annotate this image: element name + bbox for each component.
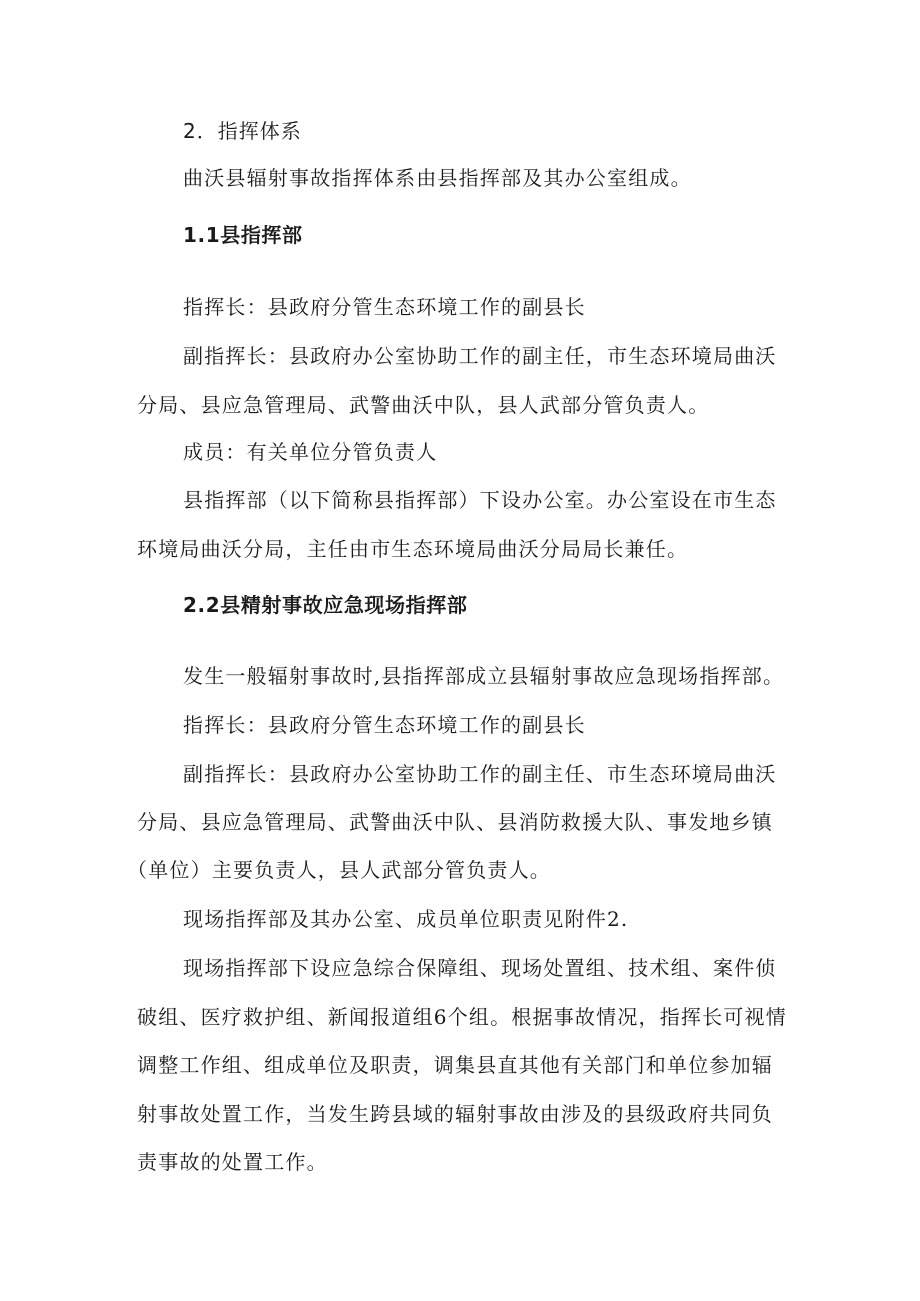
field-deputy-line-3: （单位）主要负责人，县人武部分管负责人。 bbox=[127, 858, 551, 882]
field-commander-line: 指挥长：县政府分管生态环境工作的副县长 bbox=[183, 713, 586, 737]
subsection-heading-2-2: 2.2县精射事故应急现场指挥部 bbox=[183, 593, 468, 617]
deputy-commander-line-1: 副指挥长：县政府办公室协助工作的副主任，市生态环境局曲沃 bbox=[183, 344, 777, 368]
field-deputy-line-2: 分局、县应急管理局、武警曲沃中队、县消防救援大队、事发地乡镇 bbox=[137, 810, 773, 834]
occurrence-line: 发生一般辐射事故时,县指挥部成立县辐射事故应急现场指挥部。 bbox=[183, 664, 785, 688]
duties-line: 现场指挥部及其办公室、成员单位职责见附件2. bbox=[183, 907, 629, 931]
office-line-2: 环境局曲沃分局，主任由市生态环境局曲沃分局局长兼任。 bbox=[137, 537, 689, 561]
groups-line-2: 破组、医疗救护组、新闻报道组6个组。根据事故情况，指挥长可视情 bbox=[137, 1005, 787, 1029]
subsection-heading-1-1: 1.1县指挥部 bbox=[183, 223, 303, 247]
intro-paragraph: 曲沃县辐射事故指挥体系由县指挥部及其办公室组成。 bbox=[183, 166, 692, 190]
groups-line-3: 调整工作组、组成单位及职责，调集县直其他有关部门和单位参加辐 bbox=[137, 1053, 773, 1077]
groups-line-5: 责事故的处置工作。 bbox=[137, 1150, 328, 1174]
groups-line-4: 射事故处置工作，当发生跨县域的辐射事故由涉及的县级政府共同负 bbox=[137, 1102, 773, 1126]
office-line-1: 县指挥部（以下简称县指挥部）下设办公室。办公室设在市生态 bbox=[183, 488, 777, 512]
commander-line: 指挥长：县政府分管生态环境工作的副县长 bbox=[183, 295, 586, 319]
groups-line-1: 现场指挥部下设应急综合保障组、现场处置组、技术组、案件侦 bbox=[183, 956, 777, 980]
deputy-commander-line-2: 分局、县应急管理局、武警曲沃中队，县人武部分管负责人。 bbox=[137, 393, 710, 417]
section-title: 2．指挥体系 bbox=[183, 119, 302, 143]
field-deputy-line-1: 副指挥长：县政府办公室协助工作的副主任、市生态环境局曲沃 bbox=[183, 762, 777, 786]
members-line: 成员：有关单位分管负责人 bbox=[183, 440, 438, 464]
